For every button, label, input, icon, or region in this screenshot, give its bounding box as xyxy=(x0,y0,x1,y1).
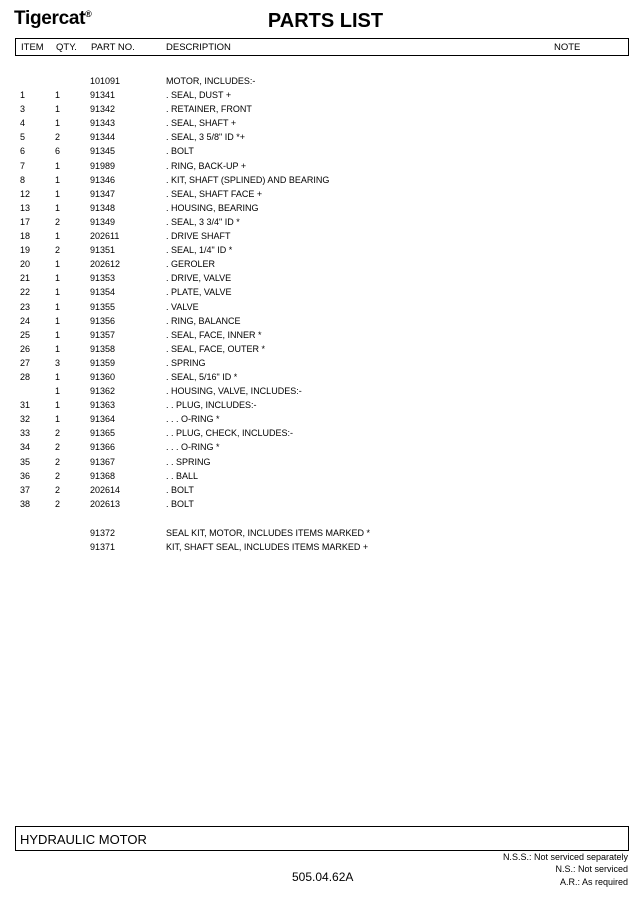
table-row xyxy=(15,104,629,118)
row-part-number: 91343 xyxy=(90,118,116,129)
row-item-number: 28 xyxy=(20,371,31,382)
table-row xyxy=(15,485,629,499)
table-row xyxy=(15,245,629,259)
table-row xyxy=(15,542,629,556)
row-description: . . PLUG, CHECK, INCLUDES:- xyxy=(166,428,294,439)
row-part-number: 91366 xyxy=(90,442,116,453)
row-description: . HOUSING, VALVE, INCLUDES:- xyxy=(166,386,302,397)
row-item-number: 20 xyxy=(20,259,31,270)
row-part-number: 91356 xyxy=(90,315,116,326)
row-item-number: 33 xyxy=(20,428,31,439)
kit-part-number: 91372 xyxy=(90,528,116,538)
row-part-number: 91355 xyxy=(90,301,116,312)
legend-line: N.S.: Not serviced xyxy=(555,864,628,875)
row-item-number: 1 xyxy=(20,90,26,101)
row-quantity: 2 xyxy=(55,498,61,509)
row-item-number: 31 xyxy=(20,400,31,411)
row-description: . . . O-RING * xyxy=(166,442,220,453)
column-header-note: NOTE xyxy=(554,42,581,53)
row-description: . SEAL, DUST + xyxy=(166,90,232,101)
row-part-number: 91358 xyxy=(90,343,116,354)
row-part-number: 91348 xyxy=(90,202,116,213)
row-description: . VALVE xyxy=(166,301,199,312)
row-item-number: 22 xyxy=(20,287,31,298)
row-part-number: 91346 xyxy=(90,174,116,185)
row-part-number: 91357 xyxy=(90,329,116,340)
row-part-number: 202611 xyxy=(90,231,120,242)
column-header-description: DESCRIPTION xyxy=(166,42,231,53)
row-part-number: 91362 xyxy=(90,386,116,397)
row-part-number: 91341 xyxy=(90,90,116,101)
row-item-number: 12 xyxy=(20,188,31,199)
row-quantity: 1 xyxy=(55,104,61,115)
table-row xyxy=(15,259,629,273)
row-item-number: 6 xyxy=(20,146,26,157)
row-quantity: 1 xyxy=(55,386,61,397)
row-item-number: 13 xyxy=(20,202,31,213)
table-row xyxy=(15,231,629,245)
row-part-number: 91354 xyxy=(90,287,116,298)
row-item-number: 25 xyxy=(20,329,31,340)
row-description: . RING, BALANCE xyxy=(166,315,241,326)
table-row xyxy=(15,414,629,428)
row-item-number: 3 xyxy=(20,104,26,115)
row-item-number: 5 xyxy=(20,132,26,143)
row-quantity: 1 xyxy=(55,118,61,129)
row-description: . . PLUG, INCLUDES:- xyxy=(166,400,257,411)
row-description: . DRIVE SHAFT xyxy=(166,231,231,242)
row-description: . BOLT xyxy=(166,498,194,509)
row-item-number: 34 xyxy=(20,442,31,453)
row-quantity: 1 xyxy=(55,202,61,213)
row-quantity: 1 xyxy=(55,273,61,284)
footer-title-bar xyxy=(15,826,629,851)
row-quantity: 1 xyxy=(55,414,61,425)
table-row xyxy=(15,146,629,160)
row-description: . GEROLER xyxy=(166,259,216,270)
table-row xyxy=(15,302,629,316)
table-row xyxy=(15,316,629,330)
row-item-number: 26 xyxy=(20,343,31,354)
row-item-number: 4 xyxy=(20,118,26,129)
table-row xyxy=(15,330,629,344)
row-description: . DRIVE, VALVE xyxy=(166,273,232,284)
row-description: . SEAL, FACE, OUTER * xyxy=(166,343,266,354)
table-row xyxy=(15,189,629,203)
document-number: 505.04.62A xyxy=(292,870,354,884)
row-item-number: 27 xyxy=(20,357,31,368)
table-row xyxy=(15,344,629,358)
row-item-number: 19 xyxy=(20,245,31,256)
row-part-number: 202614 xyxy=(90,484,121,495)
row-part-number: 91351 xyxy=(90,245,116,256)
row-description: . RETAINER, FRONT xyxy=(166,104,252,115)
row-part-number: 202612 xyxy=(90,259,121,270)
legend-line: N.S.S.: Not serviced separately xyxy=(502,852,628,862)
row-quantity: 2 xyxy=(55,216,61,227)
row-part-number: 91989 xyxy=(90,160,116,171)
row-part-number: 91342 xyxy=(90,104,116,115)
table-row xyxy=(15,457,629,471)
row-description: . SEAL, 3 5/8" ID *+ xyxy=(166,132,245,143)
row-part-number: 91368 xyxy=(90,470,116,481)
row-quantity: 1 xyxy=(55,188,61,199)
row-quantity: 1 xyxy=(55,343,61,354)
row-description: . BOLT xyxy=(166,146,194,157)
row-quantity: 1 xyxy=(55,371,61,382)
row-quantity: 1 xyxy=(55,160,61,171)
table-row xyxy=(15,217,629,231)
row-quantity: 1 xyxy=(55,400,61,411)
row-part-number: 101091 xyxy=(90,76,121,86)
row-quantity: 2 xyxy=(55,245,61,256)
table-row xyxy=(15,372,629,386)
row-quantity: 2 xyxy=(55,470,61,481)
row-part-number: 91360 xyxy=(90,371,116,382)
row-description: . PLATE, VALVE xyxy=(166,287,232,298)
row-quantity: 1 xyxy=(55,259,61,270)
parts-table-body xyxy=(15,76,629,513)
row-description: . SEAL, 3 3/4" ID * xyxy=(166,216,240,227)
row-part-number: 91349 xyxy=(90,216,116,227)
row-part-number: 91367 xyxy=(90,456,116,467)
table-row xyxy=(15,442,629,456)
table-row xyxy=(15,358,629,372)
table-row xyxy=(15,287,629,301)
table-row xyxy=(15,499,629,513)
row-item-number: 18 xyxy=(20,231,31,242)
row-description: MOTOR, INCLUDES:- xyxy=(166,76,256,86)
row-description: . SEAL, 5/16" ID * xyxy=(166,371,238,382)
row-item-number: 38 xyxy=(20,498,31,509)
row-part-number: 91347 xyxy=(90,188,116,199)
row-part-number: 91344 xyxy=(90,132,116,143)
table-row xyxy=(15,428,629,442)
row-part-number: 91363 xyxy=(90,400,116,411)
row-quantity: 1 xyxy=(55,301,61,312)
row-quantity: 2 xyxy=(55,132,61,143)
legend-line: A.R.: As required xyxy=(559,876,628,887)
row-part-number: 91353 xyxy=(90,273,116,284)
row-item-number: 24 xyxy=(20,315,31,326)
table-row xyxy=(15,161,629,175)
table-row xyxy=(15,528,629,542)
row-quantity: 2 xyxy=(55,456,61,467)
row-quantity: 1 xyxy=(55,90,61,101)
registered-mark: ® xyxy=(85,9,92,19)
table-row xyxy=(15,400,629,414)
row-quantity: 1 xyxy=(55,231,61,242)
row-description: . SEAL, SHAFT FACE + xyxy=(166,188,263,199)
row-description: . SEAL, SHAFT + xyxy=(166,118,237,129)
row-part-number: 91365 xyxy=(90,428,116,439)
row-part-number: 91364 xyxy=(90,414,116,425)
column-header-qty: QTY. xyxy=(56,42,77,53)
row-description: . . . O-RING * xyxy=(166,414,220,425)
table-row xyxy=(15,132,629,146)
row-item-number: 17 xyxy=(20,216,31,227)
page-title: PARTS LIST xyxy=(267,10,384,32)
table-row xyxy=(15,203,629,217)
row-part-number: 91345 xyxy=(90,146,116,157)
table-row xyxy=(15,273,629,287)
row-quantity: 2 xyxy=(55,442,61,453)
kit-part-number: 91371 xyxy=(90,542,116,553)
kit-description: KIT, SHAFT SEAL, INCLUDES ITEMS MARKED + xyxy=(166,542,369,553)
row-item-number: 8 xyxy=(20,174,26,185)
kit-description: SEAL KIT, MOTOR, INCLUDES ITEMS MARKED * xyxy=(166,528,371,538)
row-quantity: 2 xyxy=(55,484,61,495)
column-header-part-no: PART NO. xyxy=(91,42,135,53)
table-row xyxy=(15,386,629,400)
table-row xyxy=(15,471,629,485)
row-description: . RING, BACK-UP + xyxy=(166,160,247,171)
row-item-number: 35 xyxy=(20,456,31,467)
table-row xyxy=(15,90,629,104)
row-quantity: 6 xyxy=(55,146,61,157)
row-quantity: 2 xyxy=(55,428,61,439)
row-description: . HOUSING, BEARING xyxy=(166,202,259,213)
row-item-number: 32 xyxy=(20,414,31,425)
row-item-number: 37 xyxy=(20,484,31,495)
row-part-number: 202613 xyxy=(90,498,121,509)
row-item-number: 21 xyxy=(20,273,31,284)
row-quantity: 1 xyxy=(55,315,61,326)
brand-name: Tigercat xyxy=(14,8,86,29)
row-item-number: 7 xyxy=(20,160,26,171)
row-quantity: 1 xyxy=(55,329,61,340)
table-row xyxy=(15,175,629,189)
row-description: . KIT, SHAFT (SPLINED) AND BEARING xyxy=(166,174,330,185)
table-header xyxy=(15,38,629,56)
section-title: HYDRAULIC MOTOR xyxy=(20,832,147,847)
row-item-number: 23 xyxy=(20,301,31,312)
table-row xyxy=(15,76,629,90)
row-description: . SEAL, FACE, INNER * xyxy=(166,329,262,340)
column-header-item: ITEM xyxy=(21,42,44,53)
table-row xyxy=(15,118,629,132)
row-description: . BOLT xyxy=(166,484,194,495)
row-description: . . BALL xyxy=(166,470,199,481)
abbreviation-legend xyxy=(503,851,628,888)
row-description: . SPRING xyxy=(166,357,206,368)
row-part-number: 91359 xyxy=(90,357,116,368)
row-description: . SEAL, 1/4" ID * xyxy=(166,245,233,256)
row-quantity: 3 xyxy=(55,357,61,368)
row-quantity: 1 xyxy=(55,174,61,185)
row-quantity: 1 xyxy=(55,287,61,298)
kits-list xyxy=(15,528,629,556)
row-item-number: 36 xyxy=(20,470,31,481)
row-description: . . SPRING xyxy=(166,456,211,467)
